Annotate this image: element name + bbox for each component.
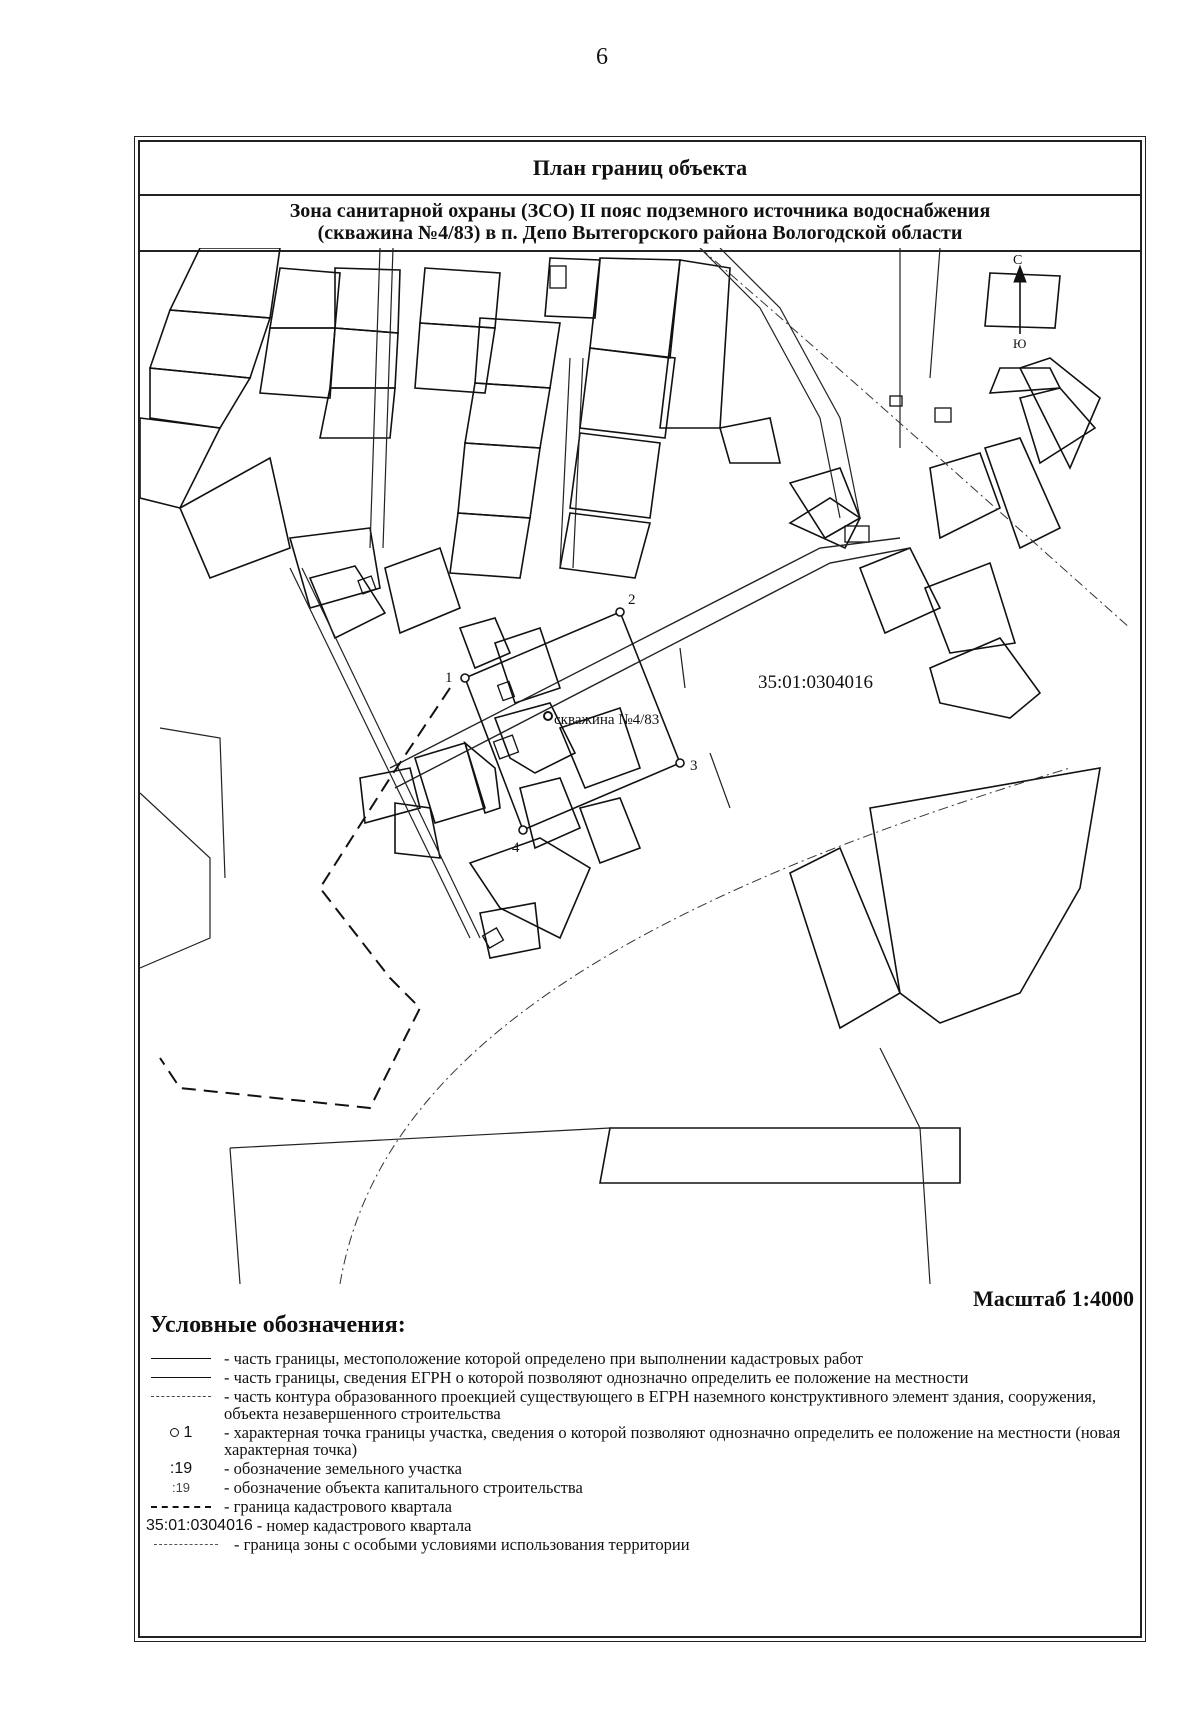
road-edge <box>880 1048 930 1284</box>
boundary-point-3 <box>676 759 684 767</box>
point-label-4: 4 <box>512 840 520 856</box>
land-parcel <box>260 328 335 398</box>
road-edge <box>230 1128 610 1148</box>
land-parcel <box>1020 358 1100 468</box>
legend-text: - обозначение объекта капитального строительства <box>224 1478 583 1497</box>
land-parcel <box>1020 388 1095 463</box>
map-scale: Масштаб 1:4000 <box>972 1286 1134 1311</box>
land-parcel <box>870 768 1100 1023</box>
page-number: 6 <box>596 44 608 70</box>
legend-title: Условные обозначения: <box>150 1312 406 1338</box>
land-parcel <box>720 418 780 463</box>
zone-boundary <box>340 768 1070 1284</box>
road-edge <box>390 538 900 768</box>
land-parcel <box>600 1128 960 1183</box>
legend-item <box>146 1498 1126 1515</box>
legend-item <box>146 1536 1126 1553</box>
land-parcel <box>580 798 640 863</box>
north-arrow <box>1013 253 1026 351</box>
land-parcel <box>140 418 220 508</box>
land-parcel <box>860 548 940 633</box>
land-parcel <box>930 453 1000 538</box>
road-edge <box>302 568 480 938</box>
road-edge <box>230 1148 240 1284</box>
legend-text: - граница кадастрового квартала <box>224 1497 452 1516</box>
quarter-boundary <box>160 688 450 1108</box>
land-parcel <box>495 628 560 703</box>
land-parcel <box>415 323 495 393</box>
well-label: скважина №4/83 <box>554 712 660 728</box>
road-edge <box>370 248 380 548</box>
cadastral-map <box>140 248 1140 1284</box>
legend-item <box>146 1369 1126 1386</box>
land-parcel <box>150 310 270 378</box>
road-edge <box>930 248 940 378</box>
legend-symbol-dash-dot-line <box>146 1536 226 1553</box>
legend-text: - часть границы, местоположение которой определено при выполнении кадастровых работ <box>224 1349 863 1368</box>
road-edge <box>680 648 685 688</box>
legend-symbol-dashed-line <box>146 1388 216 1405</box>
land-parcel <box>150 368 250 428</box>
road-edge <box>710 753 730 808</box>
south-label: Ю <box>1013 336 1027 351</box>
legend-item <box>146 1350 1126 1367</box>
land-parcel <box>170 248 280 318</box>
plan-title: План границ объекта <box>140 142 1140 196</box>
road-edge <box>383 248 393 548</box>
boundary-point-4 <box>519 826 527 834</box>
building <box>550 266 566 288</box>
legend-symbol-solid-line <box>146 1350 216 1367</box>
land-parcel <box>790 848 900 1028</box>
land-parcel <box>480 903 540 958</box>
plan-frame <box>138 140 1142 1638</box>
legend-item <box>146 1517 1126 1534</box>
legend-text: - часть границы, сведения ЕГРН о которой позволяют однозначно определить ее положение на местности <box>224 1368 969 1387</box>
land-parcel <box>990 368 1060 393</box>
plan-subtitle <box>140 196 1140 252</box>
north-label: С <box>1013 253 1023 268</box>
land-parcel <box>320 388 395 438</box>
building <box>498 681 515 700</box>
boundary-point-2 <box>616 608 624 616</box>
legend-text: - номер кадастрового квартала <box>256 1516 472 1535</box>
legend-text: - граница зоны с особыми условиями использования территории <box>234 1535 690 1554</box>
land-parcel <box>458 443 540 518</box>
zone-boundary <box>700 248 1130 628</box>
legend-item <box>146 1388 1126 1422</box>
legend-text: - характерная точка границы участка, сведения о которой позволяют однозначно определить ее положение на местности (новая характерная точка) <box>224 1423 1121 1459</box>
legend <box>146 1350 1126 1555</box>
land-parcel <box>460 618 510 668</box>
land-parcel <box>790 498 860 548</box>
land-parcel <box>465 743 500 813</box>
quarter-number-label: 35:01:0304016 <box>758 672 874 693</box>
point-label-1: 1 <box>445 670 453 686</box>
legend-symbol-point: 1 <box>146 1424 216 1441</box>
well-marker <box>544 712 552 720</box>
land-parcel <box>450 513 530 578</box>
land-parcel <box>310 566 385 638</box>
legend-symbol-building-label: :19 <box>171 1480 191 1495</box>
land-parcel <box>385 548 460 633</box>
legend-symbol-parcel-label: :19 <box>169 1460 193 1477</box>
land-parcel <box>520 778 580 848</box>
boundary-point-1 <box>461 674 469 682</box>
subtitle-line-1: Зона санитарной охраны (ЗСО) II пояс подземного источника водоснабжения <box>289 200 991 222</box>
subtitle-line-2: (скважина №4/83) в п. Депо Вытегорского района Вологодской области <box>317 222 963 244</box>
road-edge <box>700 248 840 518</box>
land-parcel <box>415 743 485 823</box>
road-edge <box>160 728 225 878</box>
land-parcel <box>270 268 340 328</box>
road-edge <box>573 358 583 568</box>
land-parcel <box>660 260 730 428</box>
building <box>935 408 951 422</box>
legend-symbol-solid-line <box>146 1369 216 1386</box>
land-parcel <box>470 838 590 938</box>
point-label-3: 3 <box>690 758 698 774</box>
road-edge <box>140 793 210 968</box>
land-parcel <box>330 328 398 388</box>
land-parcel <box>930 638 1040 718</box>
road-edge <box>290 568 470 938</box>
legend-symbol-long-dash-line <box>146 1498 216 1515</box>
point-label-2: 2 <box>628 592 636 608</box>
legend-text: - обозначение земельного участка <box>224 1459 462 1478</box>
legend-symbol-quarter-number: 35:01:0304016 <box>146 1517 253 1534</box>
legend-text: - часть контура образованного проекцией существующего в ЕГРН наземного конструктивного элемент здания, сооружения, объекта незавершенного строительства <box>224 1387 1096 1423</box>
road-edge <box>395 548 910 788</box>
land-parcel <box>590 258 680 358</box>
legend-item <box>146 1424 1126 1458</box>
legend-item <box>146 1479 1126 1496</box>
land-parcel <box>570 433 660 518</box>
legend-item <box>146 1460 1126 1477</box>
